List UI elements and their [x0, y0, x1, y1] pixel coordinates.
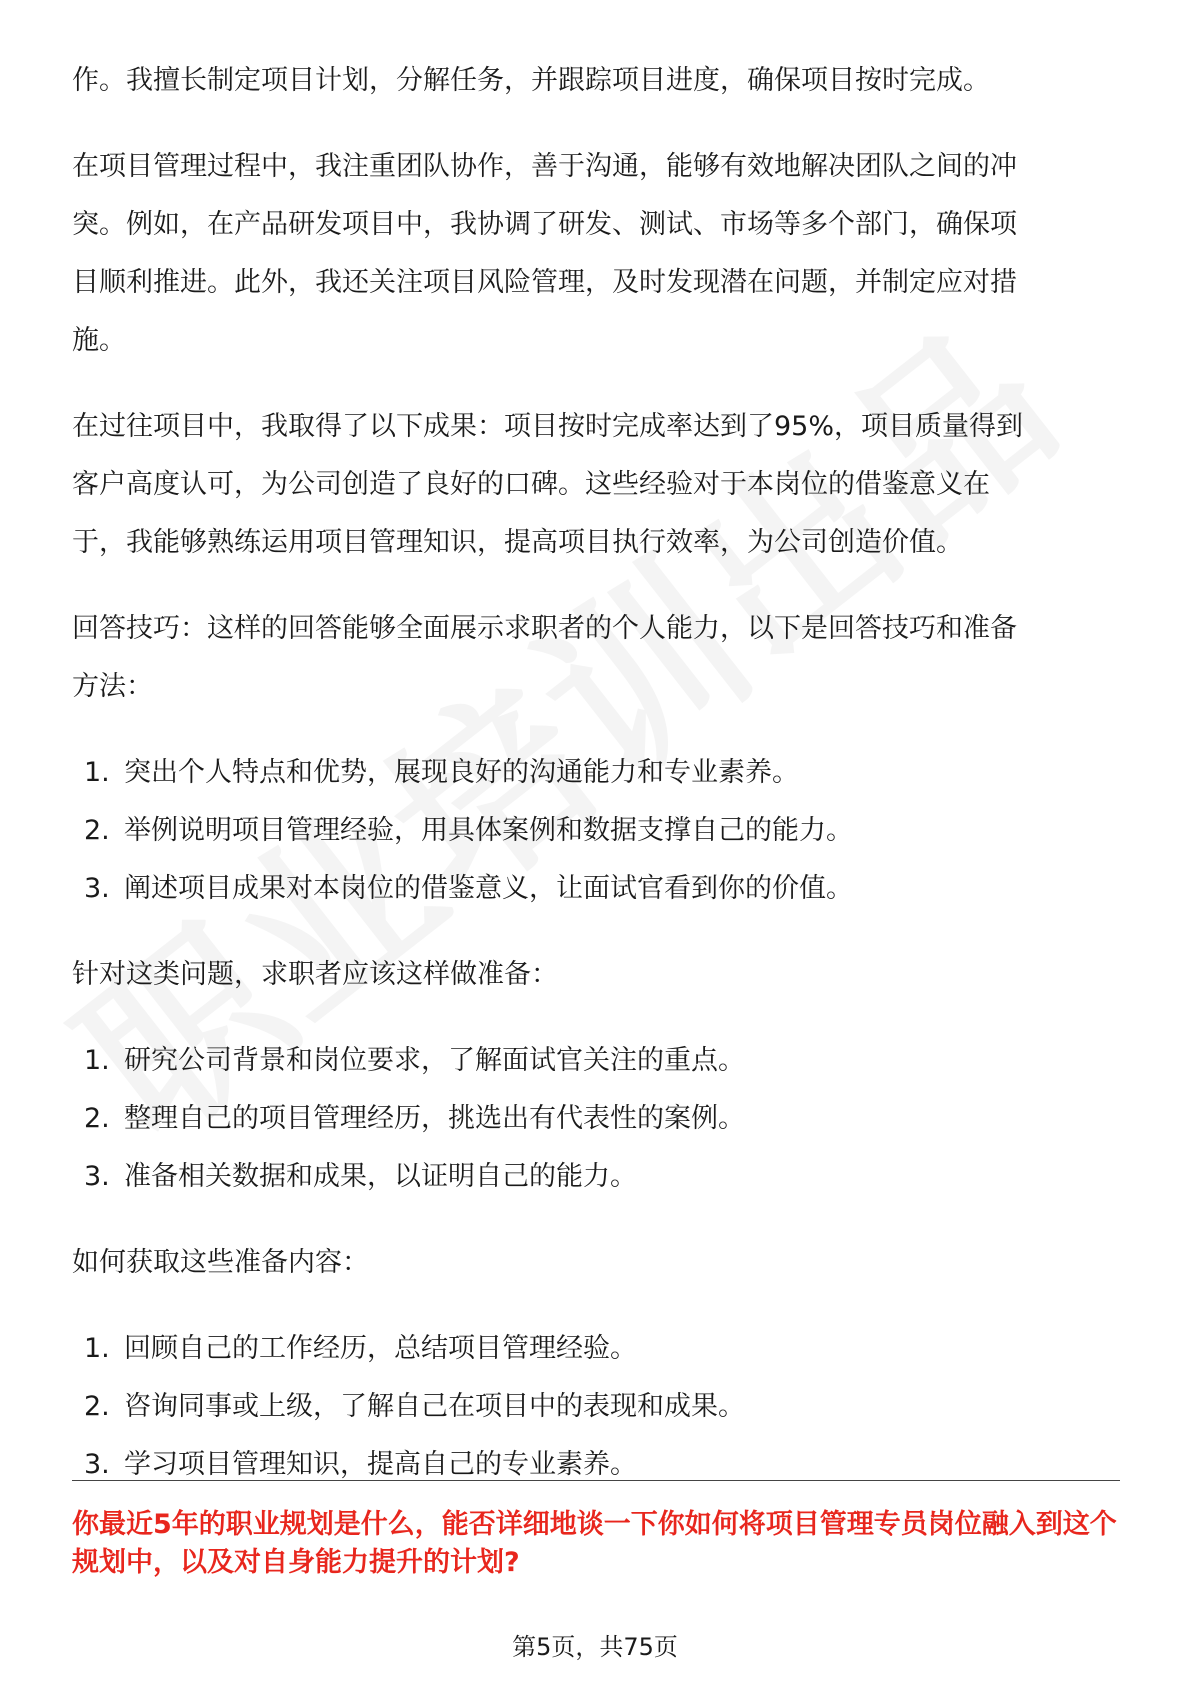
list-number: 1. [84, 1333, 110, 1364]
page-content [72, 52, 1120, 1494]
list-text: 整理自己的项目管理经历，挑选出有代表性的案例。 [124, 1103, 745, 1134]
sources-list [72, 1320, 1120, 1494]
tips-list [72, 744, 1120, 918]
list-item [72, 1378, 1120, 1436]
list-text: 阐述项目成果对本岗位的借鉴意义，让面试官看到你的价值。 [124, 873, 853, 904]
list-number: 3. [84, 1161, 110, 1192]
list-text: 举例说明项目管理经验，用具体案例和数据支撑自己的能力。 [124, 815, 853, 846]
prep-list [72, 1032, 1120, 1206]
list-number: 3. [84, 1449, 110, 1480]
paragraph-how-to-obtain: 如何获取这些准备内容： [72, 1247, 369, 1278]
list-item [72, 1032, 1120, 1090]
list-item [72, 1436, 1120, 1494]
list-number: 1. [84, 1045, 110, 1076]
list-item [72, 1090, 1120, 1148]
page-number: 第5页，共75页 [512, 1633, 678, 1661]
list-text: 回顾自己的工作经历，总结项目管理经验。 [124, 1333, 637, 1364]
list-item [72, 1320, 1120, 1378]
list-text: 研究公司背景和岗位要求，了解面试官关注的重点。 [124, 1045, 745, 1076]
paragraph-achievements: 在过往项目中，我取得了以下成果：项目按时完成率达到了95%，项目质量得到客户高度认可，为公司创造了良好的口碑。这些经验对于本岗位的借鉴意义在于，我能够熟练运用项目管理知识，提高项目执行效率，为公司创造价值。 [72, 411, 1024, 558]
paragraph-answer-tips: 回答技巧：这样的回答能够全面展示求职者的个人能力，以下是回答技巧和准备方法： [72, 613, 1017, 702]
list-number: 1. [84, 757, 110, 788]
list-number: 2. [84, 815, 110, 846]
list-text: 学习项目管理知识，提高自己的专业素养。 [124, 1449, 637, 1480]
list-item [72, 1148, 1120, 1206]
list-number: 2. [84, 1391, 110, 1422]
interview-question: 你最近5年的职业规划是什么，能否详细地谈一下你如何将项目管理专员岗位融入到这个规划中，以及对自身能力提升的计划? [72, 1509, 1117, 1578]
paragraph-preparation: 针对这类问题，求职者应该这样做准备： [72, 959, 558, 990]
list-number: 3. [84, 873, 110, 904]
section-divider [72, 1480, 1120, 1481]
list-number: 2. [84, 1103, 110, 1134]
list-text: 咨询同事或上级，了解自己在项目中的表现和成果。 [124, 1391, 745, 1422]
paragraph-teamwork: 在项目管理过程中，我注重团队协作，善于沟通，能够有效地解决团队之间的冲突。例如，在产品研发项目中，我协调了研发、测试、市场等多个部门，确保项目顺利推进。此外，我还关注项目风险管理，及时发现潜在问题，并制定应对措施。 [72, 151, 1017, 356]
list-text: 突出个人特点和优势，展现良好的沟通能力和专业素养。 [124, 757, 799, 788]
list-item [72, 860, 1120, 918]
list-item [72, 802, 1120, 860]
list-item [72, 744, 1120, 802]
paragraph-intro-continued: 作。我擅长制定项目计划，分解任务，并跟踪项目进度，确保项目按时完成。 [72, 65, 990, 96]
list-text: 准备相关数据和成果，以证明自己的能力。 [124, 1161, 637, 1192]
